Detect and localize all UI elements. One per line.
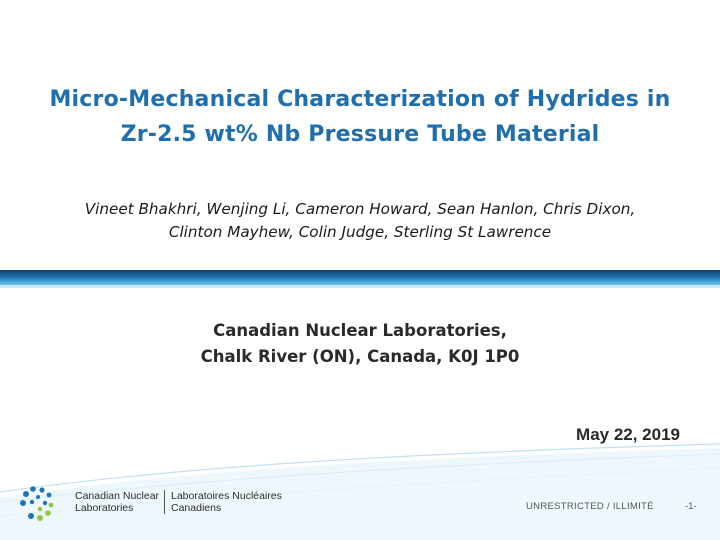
- logo-text-english: Canadian Nuclear Laboratories: [75, 490, 160, 514]
- presentation-date: May 22, 2019: [576, 425, 680, 444]
- decorative-swoosh: [0, 420, 720, 540]
- authors-line-1: Vineet Bhakhri, Wenjing Li, Cameron Howard, Sean Hanlon, Chris Dixon,: [84, 200, 636, 218]
- logo-text-french: Laboratoires Nucléaires Canadiens: [171, 490, 282, 514]
- divider-band: [0, 270, 720, 288]
- institution-line-2: Chalk River (ON), Canada, K0J 1P0: [200, 347, 520, 366]
- slide-title: [0, 82, 720, 152]
- title-line-1: Micro-Mechanical Characterization of Hydrides in: [49, 87, 671, 112]
- author-list: [0, 198, 720, 244]
- classification-label: UNRESTRICTED / ILLIMITÉ: [526, 501, 654, 512]
- page-number: -1-: [685, 501, 697, 512]
- institution-block: [0, 318, 720, 370]
- authors-line-2: Clinton Mayhew, Colin Judge, Sterling St Lawrence: [168, 223, 552, 241]
- cnl-starburst-icon: [20, 483, 60, 523]
- logo-divider: [164, 490, 165, 514]
- title-line-2: Zr-2.5 wt% Nb Pressure Tube Material: [120, 122, 600, 147]
- institution-line-1: Canadian Nuclear Laboratories,: [213, 321, 507, 340]
